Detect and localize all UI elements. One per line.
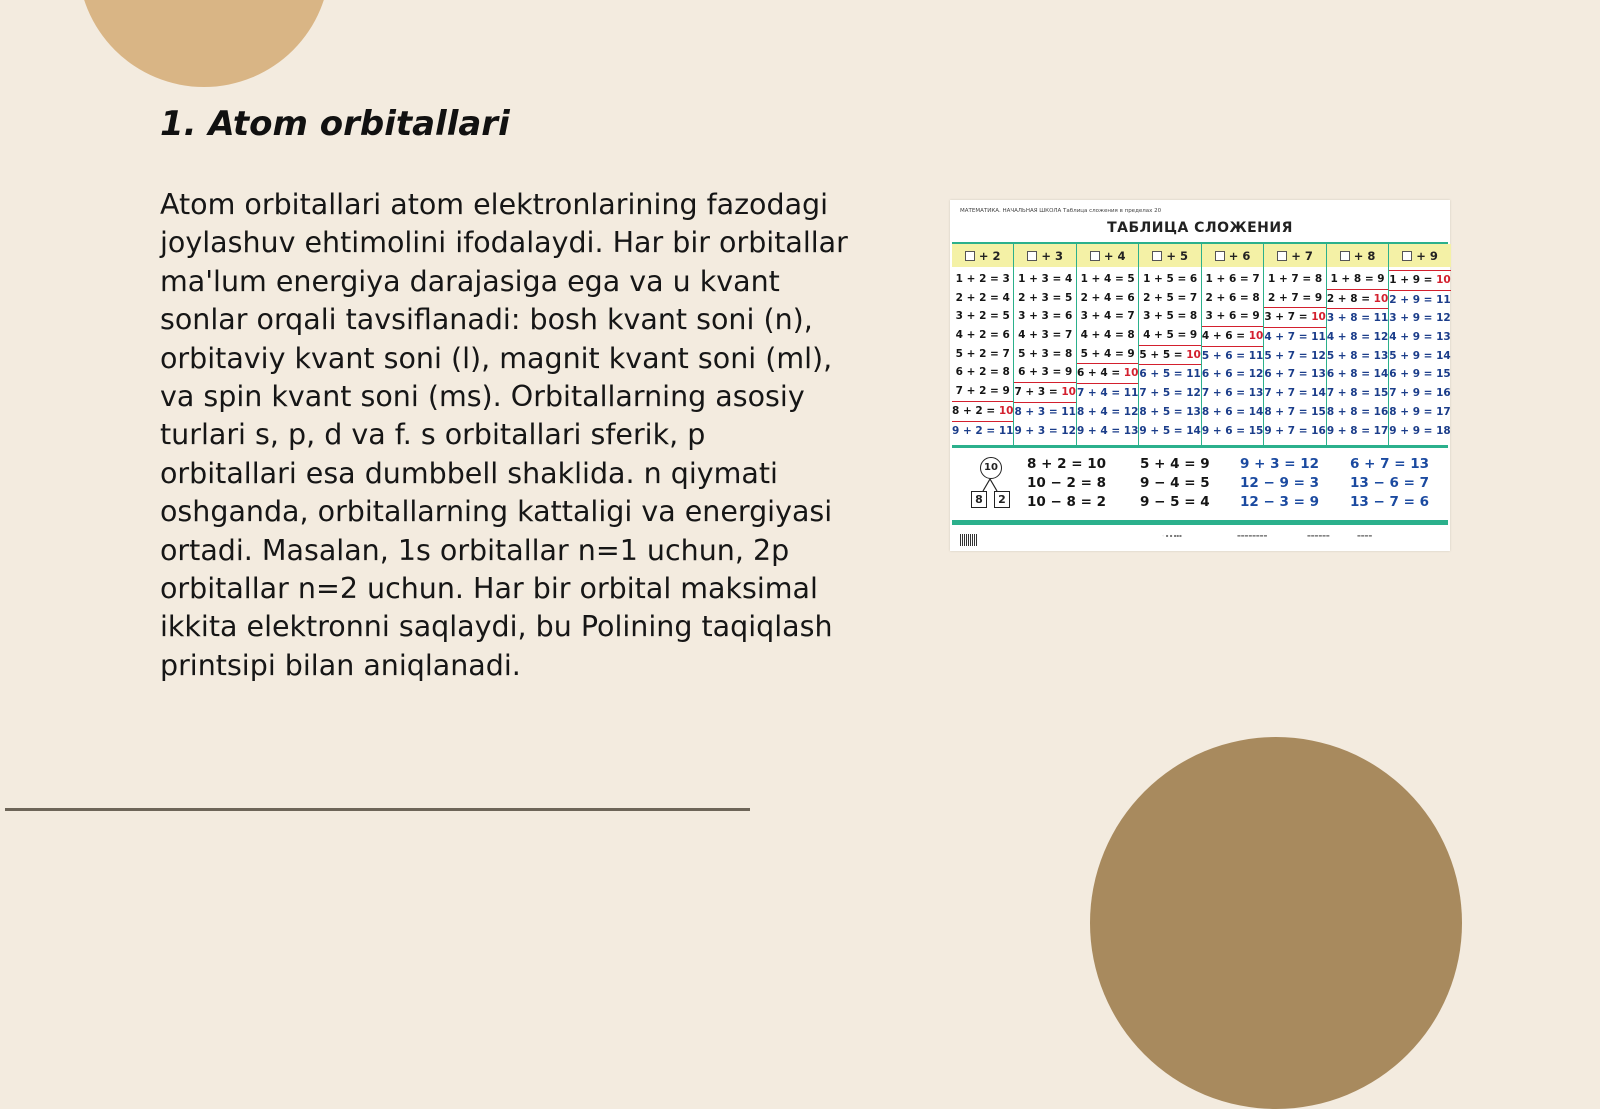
table-cell: 4 + 8 = 12 [1326,331,1389,344]
column-header-label: + 9 [1416,248,1438,263]
empty-box-icon [1152,251,1162,261]
table-cell: 9 + 4 = 13 [1076,424,1139,437]
table-cell: 5 + 8 = 13 [1326,349,1389,362]
divider-line [5,808,750,811]
part-box-1: 8 [971,491,987,508]
table-cell: 1 + 8 = 9 [1330,273,1385,285]
poster-header: МАТЕМАТИКА. НАЧАЛЬНАЯ ШКОЛА Таблица сложения в пределах 20 [960,208,1162,214]
column-header [1389,244,1450,267]
example-equation: 13 − 6 = 7 [1350,475,1429,491]
table-cell: 4 + 6 = 10 [1202,326,1263,347]
table-cell: 7 + 7 = 14 [1264,387,1326,400]
table-cell: 8 + 5 = 13 [1139,405,1201,418]
empty-box-icon [965,251,975,261]
table-cell: 4 + 4 = 8 [1080,329,1135,342]
table-cell: 6 + 2 = 8 [955,366,1010,379]
table-cell: 6 + 6 = 12 [1201,368,1264,381]
example-equation: 9 − 4 = 5 [1140,475,1210,491]
table-cell: 4 + 5 = 9 [1143,329,1198,342]
table-cell: 8 + 9 = 17 [1389,405,1451,418]
table-cell: 2 + 7 = 9 [1268,291,1323,304]
table-cell: 5 + 7 = 12 [1264,349,1326,362]
table-cell: 8 + 2 = 10 [952,401,1013,422]
empty-box-icon [1340,251,1350,261]
table-cell: 3 + 4 = 7 [1080,310,1135,323]
table-cell: 7 + 9 = 16 [1389,387,1451,400]
table-cell: 4 + 2 = 6 [955,329,1010,342]
table-cell: 3 + 3 = 6 [1018,310,1073,323]
table-cell: 8 + 8 = 16 [1326,405,1389,418]
table-column [1389,244,1450,446]
empty-box-icon [1215,251,1225,261]
column-header-label: + 3 [1041,248,1064,263]
publisher-logo-icon: ◦ ▪ ▪ ▪▪▪ [1162,533,1182,538]
table-cell: 8 + 6 = 14 [1201,405,1264,418]
column-header-label: + 7 [1291,248,1313,263]
empty-box-icon [1027,251,1037,261]
table-cell: 5 + 4 = 9 [1080,347,1135,360]
example-equation: 10 − 8 = 2 [1027,494,1106,510]
barcode-icon [960,534,978,546]
column-header [952,244,1013,267]
empty-box-icon [1277,251,1287,261]
decorative-circle-bottom [1090,737,1462,1109]
table-cell: 3 + 5 = 8 [1143,310,1198,323]
table-cell: 1 + 3 = 4 [1018,273,1073,285]
poster-title: ТАБЛИЦА СЛОЖЕНИЯ [1107,220,1293,236]
table-cell: 9 + 5 = 14 [1139,424,1201,437]
example-equation: 8 + 2 = 10 [1027,456,1106,472]
table-cell: 7 + 8 = 15 [1326,387,1389,400]
table-cell: 3 + 6 = 9 [1205,310,1260,323]
fine-print-icon: ▬▬▬▬ [1357,533,1373,538]
table-cell: 6 + 8 = 14 [1326,368,1389,381]
table-cell: 8 + 3 = 11 [1014,405,1076,418]
example-equation: 9 + 3 = 12 [1240,456,1319,472]
column-header [1264,244,1325,267]
slide-title: 1. Atom orbitallari [160,104,510,144]
table-cell: 5 + 2 = 7 [955,347,1010,360]
example-equation: 12 − 3 = 9 [1240,494,1319,510]
table-cell: 2 + 5 = 7 [1143,291,1198,304]
column-header [1327,244,1388,267]
example-equation: 12 − 9 = 3 [1240,475,1319,491]
table-cell: 1 + 9 = 10 [1389,270,1450,291]
column-header-label: + 5 [1166,248,1188,263]
empty-box-icon [1090,251,1100,261]
addition-table-image [950,200,1450,551]
table-cell: 6 + 3 = 9 [1018,366,1073,379]
table-cell: 2 + 4 = 6 [1080,291,1135,304]
fine-print-icon: ▬▬▬▬▬▬ [1307,533,1330,538]
table-cell: 7 + 6 = 13 [1201,387,1264,400]
table-cell: 9 + 3 = 12 [1014,424,1076,437]
table-cell: 2 + 6 = 8 [1205,291,1260,304]
table-cell: 2 + 3 = 5 [1018,291,1073,304]
part-box-2: 2 [994,491,1010,508]
column-header-label: + 2 [978,248,1001,263]
table-cell: 5 + 6 = 11 [1201,349,1264,362]
table-cell: 9 + 8 = 17 [1326,424,1389,437]
table-cell: 5 + 5 = 10 [1139,345,1200,366]
poster-footer [952,520,1448,556]
example-equation: 6 + 7 = 13 [1350,456,1429,472]
table-cell: 2 + 9 = 11 [1389,293,1451,306]
addition-table [952,242,1451,446]
table-column [952,244,1014,446]
number-circle: 10 [980,457,1002,479]
table-cell: 2 + 8 = 10 [1327,289,1388,310]
column-header-label: + 6 [1228,248,1251,263]
table-column [1327,244,1389,446]
table-cell: 3 + 2 = 5 [955,310,1010,323]
column-header [1014,244,1075,267]
table-cell: 3 + 8 = 11 [1326,312,1389,325]
example-equation: 9 − 5 = 4 [1140,494,1210,510]
examples-area [952,445,1448,523]
table-cell: 6 + 4 = 10 [1077,363,1138,384]
column-header [1202,244,1263,267]
table-cell: 6 + 7 = 13 [1264,368,1326,381]
table-cell: 7 + 4 = 11 [1076,387,1139,400]
slide-body-text: Atom orbitallari atom elektronlarining fazodagi joylashuv ehtimolini ifodalaydi. Har bir orbitallar ma'lum energiya darajasiga ega va u kvant sonlar orqali tavsiflanadi: bosh kvant soni (n), orbitaviy kvant soni (l), magnit kvant soni (ml), va spin kvant soni (ms). Orbitallarning asosiy turlari s, p, d va f. s orbitallari sferik, p orbitallari esa dumbbell shaklida. n qiymati oshganda, orbitallarning kattaligi va energiyasi ortadi. Masalan, 1s orbitallar n=1 uchun, 2p orbitallar n=2 uchun. Har bir orbital maksimal ikkita elektronni saqlaydi, bu Polining taqiqlash printsipi bilan aniqlanadi. [160,188,848,682]
table-column [1139,244,1201,446]
decomposition-lines [952,448,1032,523]
table-cell: 6 + 9 = 15 [1389,368,1451,381]
table-cell: 1 + 5 = 6 [1143,273,1198,285]
table-cell: 5 + 3 = 8 [1018,347,1073,360]
table-cell: 1 + 2 = 3 [955,273,1010,285]
table-cell: 4 + 7 = 11 [1264,331,1326,344]
empty-box-icon [1402,251,1412,261]
fine-print-icon: ▬▬▬▬▬▬▬▬ [1237,533,1268,538]
table-column [1202,244,1264,446]
example-equation: 13 − 7 = 6 [1350,494,1429,510]
table-cell: 6 + 5 = 11 [1139,368,1201,381]
table-column [1264,244,1326,446]
table-cell: 5 + 9 = 14 [1389,349,1451,362]
table-cell: 3 + 7 = 10 [1264,307,1325,328]
table-cell: 4 + 3 = 7 [1018,329,1073,342]
table-cell: 7 + 3 = 10 [1014,382,1075,403]
example-equation: 5 + 4 = 9 [1140,456,1210,472]
table-cell: 4 + 9 = 13 [1389,331,1451,344]
column-header [1139,244,1200,267]
table-cell: 1 + 4 = 5 [1080,273,1135,285]
table-cell: 7 + 2 = 9 [955,385,1010,398]
table-cell: 1 + 7 = 8 [1268,273,1323,285]
example-equation: 10 − 2 = 8 [1027,475,1106,491]
table-cell: 9 + 7 = 16 [1264,424,1326,437]
table-cell: 8 + 4 = 12 [1076,405,1139,418]
column-header [1077,244,1138,267]
table-cell: 7 + 5 = 12 [1139,387,1201,400]
column-header-label: + 8 [1353,248,1376,263]
table-cell: 1 + 6 = 7 [1205,273,1260,285]
table-cell: 9 + 6 = 15 [1201,424,1264,437]
column-header-label: + 4 [1103,248,1126,263]
table-cell: 9 + 2 = 11 [952,424,1014,437]
table-cell: 8 + 7 = 15 [1264,405,1326,418]
table-cell: 2 + 2 = 4 [955,291,1010,304]
table-cell: 9 + 9 = 18 [1389,424,1451,437]
table-column [1077,244,1139,446]
table-cell: 3 + 9 = 12 [1389,312,1451,325]
decorative-circle-top [78,0,330,87]
table-column [1014,244,1076,446]
